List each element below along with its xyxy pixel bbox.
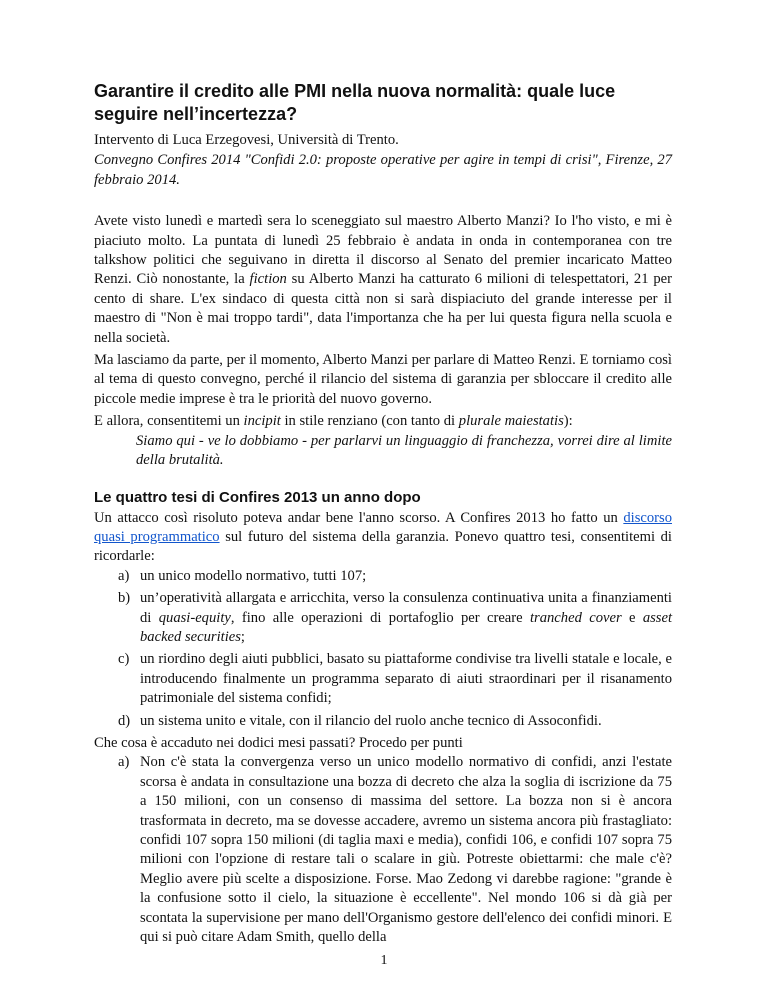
theses-list xyxy=(94,567,672,731)
document-page xyxy=(94,80,672,950)
conference-line: Convegno Confires 2014 "Confidi 2.0: proposte operative per agire in tempi di crisi", Firenze, 27 febbraio 2014. xyxy=(94,152,672,188)
block-quote: Siamo qui - ve lo dobbiamo - per parlarvi un linguaggio di franchezza, vorrei dire al limite della brutalità. xyxy=(136,432,672,469)
page-number: 1 xyxy=(380,953,388,968)
question-paragraph: Che cosa è accaduto nei dodici mesi passati? Procedo per punti xyxy=(94,734,463,751)
section-heading: Le quattro tesi di Confires 2013 un anno dopo xyxy=(94,488,421,506)
list-item: b) un’operatività allargata e arricchita, verso la consulenza continuativa unita a finanziamenti di quasi-equity, fino alle operazioni di portafoglio per creare tranched cover e asset backed securities; xyxy=(118,590,672,645)
list-item: a) Non c'è stata la convergenza verso un unico modello normativo di confidi, anzi l'estate scorsa è andata in consultazione una bozza di decreto che alza la soglia di iscrizione da 75 a 150 milioni, con un consenso di massima del settore. La bozza non si è ancora trasformata in decreto, ma se dovesse accadere, avremo un sistema ancora più frastagliato: confidi 107 sopra 150 milioni (di taglia maxi e media), confidi 106, e confidi 107 sopra 75 milioni con l'opzione di restare tali o scalare in giù. Potreste obiettarmi: che male c'è? Meglio avere più scelte a disposizione. Forse. Mao Zedong vi darebbe ragione: "grande è la confusione sotto il cielo, la situazione è eccellente". Nel mondo 106 si dà già per scontata la supervisione per mano dell'Organismo gestore dell'elenco dei confidi minori. E qui si può citare Adam Smith, quello della xyxy=(118,754,672,946)
author-line: Intervento di Luca Erzegovesi, Università di Trento. xyxy=(94,132,399,148)
section-paragraph: Un attacco così risoluto poteva andar bene l'anno scorso. A Confires 2013 ho fatto un discorso quasi programmatico sul futuro del sistema della garanzia. Ponevo quattro tesi, consentitemi di ricordarle: xyxy=(94,509,672,565)
points-list xyxy=(94,753,672,947)
list-item: d) un sistema unito e vitale, con il rilancio del ruolo anche tecnico di Assoconfidi. xyxy=(118,712,602,729)
document-title: Garantire il credito alle PMI nella nuova normalità: quale luce seguire nell’incertezza? xyxy=(94,81,616,124)
programmatic-speech-link[interactable]: discorso quasi programmatico xyxy=(94,509,672,545)
renzi-paragraph: Ma lasciamo da parte, per il momento, Alberto Manzi per parlare di Matteo Renzi. E torniamo così al tema di questo convegno, perché il rilancio del sistema di garanzia per sbloccare il credito alle piccole medie imprese è tra le priorità del nuovo governo. xyxy=(94,352,672,407)
list-item: c) un riordino degli aiuti pubblici, basato su piattaforme condivise tra livelli statale e locale, e introducendo finalmente un programma separato di aiuti straordinari per il risanamento patrimoniale del sistema confidi; xyxy=(118,651,672,707)
incipit-paragraph: E allora, consentitemi un incipit in stile renziano (con tanto di plurale maiestatis): xyxy=(94,413,573,430)
list-item: a) un unico modello normativo, tutti 107; xyxy=(118,567,367,584)
intro-paragraph: Avete visto lunedì e martedì sera lo sceneggiato sul maestro Alberto Manzi? Io l'ho visto, e mi è piaciuto molto. La puntata di lunedì 25 febbraio è andata in onda in contemporanea con tre talkshow politici che seguivano in diretta il discorso al Senato del premier incaricato Matteo Renzi. Ciò nonostante, la fiction su Alberto Manzi ha catturato 6 milioni di telespettatori, 21 per cento di share. L'ex sindaco di questa città non si sarà dispiaciuto del grande interesse per il maestro di "Non è mai troppo tardi", data l'importanza che ha per lui questa figura nella scuola e nella società. xyxy=(94,213,672,346)
